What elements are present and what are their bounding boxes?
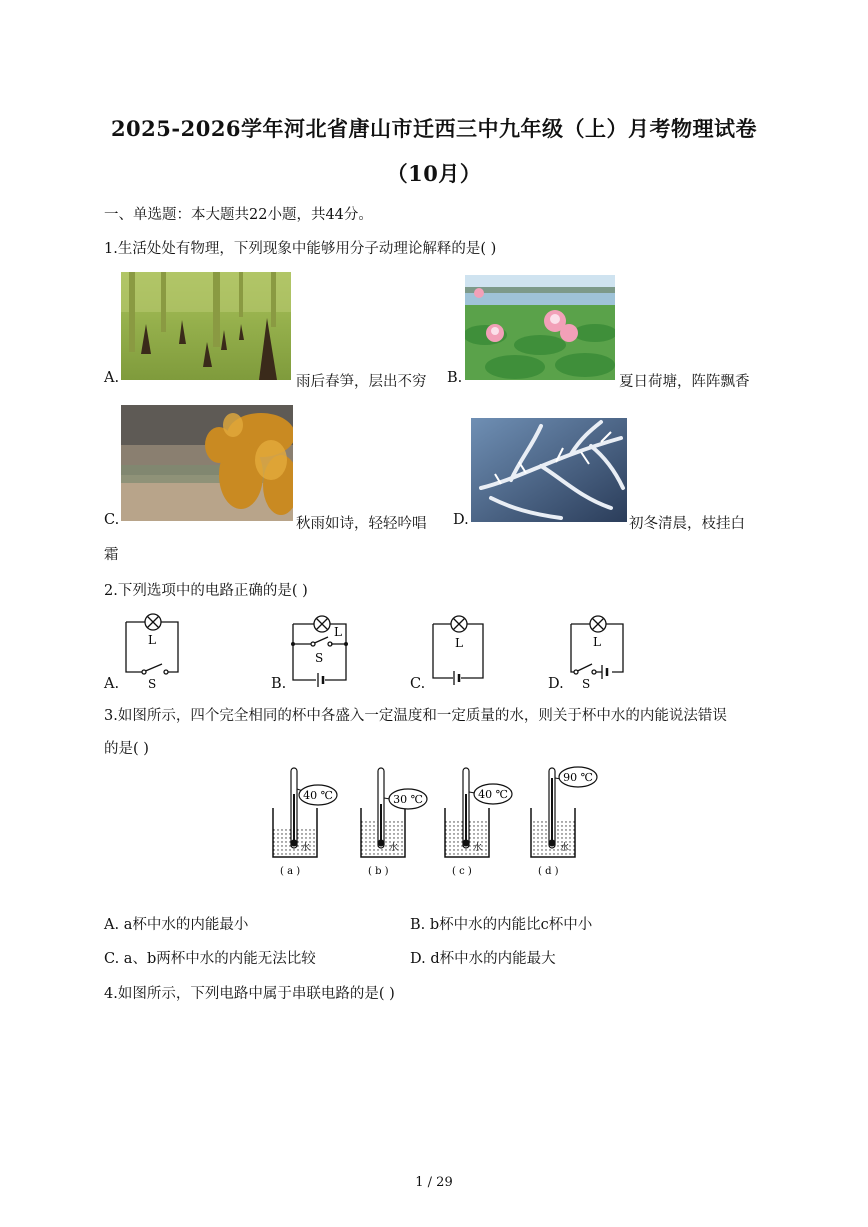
cup-label-d: ( d ) xyxy=(538,866,559,877)
q2-stem: 2.下列选项中的电路正确的是( ) xyxy=(104,583,308,599)
q1-option-a-label: A. xyxy=(104,370,120,386)
q1-option-d-label: D. xyxy=(453,512,469,528)
switch-label: S xyxy=(582,677,591,690)
water-label: 水 xyxy=(301,843,311,853)
bamboo-shoots-photo xyxy=(121,272,291,380)
q3-option-d: D. d杯中水的内能最大 xyxy=(410,951,556,967)
temp-bubble-d: 90 ℃ xyxy=(563,771,593,784)
q1-option-a-text: 雨后春笋，层出不穷 xyxy=(296,374,427,390)
water-label: 水 xyxy=(473,843,483,853)
cup-label-b: ( b ) xyxy=(368,866,389,877)
q4-stem: 4.如图所示，下列电路中属于串联电路的是( ) xyxy=(104,986,395,1002)
q2-circuit-d xyxy=(566,608,630,690)
q2-option-a-label: A. xyxy=(104,676,120,692)
q2-circuit-a xyxy=(120,608,186,690)
lamp-label: L xyxy=(455,636,463,650)
temp-bubble-c: 40 ℃ xyxy=(478,788,508,801)
cup-label-c: ( c ) xyxy=(452,866,472,877)
q1-option-c-text: 秋雨如诗，轻轻吟唱 xyxy=(296,516,427,532)
cup-d xyxy=(531,767,597,877)
cup-label-a: ( a ) xyxy=(280,866,301,877)
q3-option-b: B. b杯中水的内能比c杯中小 xyxy=(410,917,593,933)
switch-label: S xyxy=(315,651,324,665)
q2-circuit-b xyxy=(287,610,353,690)
temp-bubble-b: 30 ℃ xyxy=(393,793,423,806)
water-label: 水 xyxy=(389,843,399,853)
cup-c xyxy=(445,768,512,877)
lamp-label: L xyxy=(593,635,601,649)
lamp-label: L xyxy=(334,625,342,639)
cup-a xyxy=(273,768,337,877)
switch-label: S xyxy=(148,677,157,690)
lamp-label: L xyxy=(148,633,156,647)
autumn-rain-photo xyxy=(121,405,293,521)
q1-option-d-wrap: 霜 xyxy=(104,547,119,563)
document-title-line2: （10月） xyxy=(386,161,482,186)
q1-option-c-label: C. xyxy=(104,512,120,528)
q2-circuit-c xyxy=(428,610,488,690)
q1-option-b-text: 夏日荷塘，阵阵飘香 xyxy=(619,374,750,390)
q1-option-b-label: B. xyxy=(447,370,463,386)
q3-stem-line1: 3.如图所示，四个完全相同的杯中各盛入一定温度和一定质量的水，则关于杯中水的内能说法错误 xyxy=(104,708,727,724)
document-title-line1: 2025-2026学年河北省唐山市迁西三中九年级（上）月考物理试卷 xyxy=(110,116,758,141)
lotus-pond-photo xyxy=(465,275,615,380)
frost-branches-photo xyxy=(471,418,627,522)
q2-option-d-label: D. xyxy=(548,676,564,692)
page-number: 1 / 29 xyxy=(415,1175,453,1190)
water-label: 水 xyxy=(560,843,570,853)
q3-cups-figure xyxy=(268,764,604,882)
q1-stem: 1.生活处处有物理，下列现象中能够用分子动理论解释的是( ) xyxy=(104,241,497,257)
q2-option-b-label: B. xyxy=(271,676,287,692)
q2-option-c-label: C. xyxy=(410,676,426,692)
section-heading: 一、单选题：本大题共22小题，共44分。 xyxy=(104,207,373,223)
temp-bubble-a: 40 ℃ xyxy=(303,789,333,802)
q3-option-c: C. a、b两杯中水的内能无法比较 xyxy=(104,951,316,967)
q3-stem-line2: 的是( ) xyxy=(104,741,149,757)
q1-option-d-text: 初冬清晨，枝挂白 xyxy=(629,516,745,532)
q3-option-a: A. a杯中水的内能最小 xyxy=(104,917,249,933)
cup-b xyxy=(361,768,427,877)
